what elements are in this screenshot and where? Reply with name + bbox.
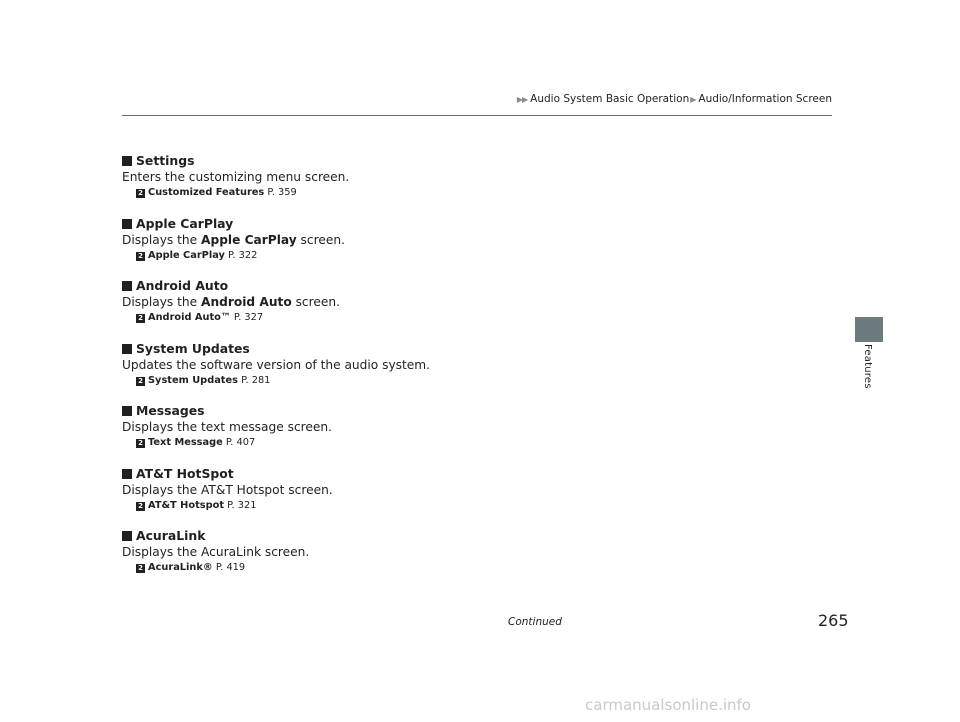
reference-arrow-icon: 2 bbox=[136, 314, 145, 323]
square-bullet-icon bbox=[122, 344, 132, 354]
menu-entry bbox=[122, 340, 722, 403]
continued-label: Continued bbox=[508, 616, 562, 628]
entry-heading: Android Auto bbox=[122, 277, 722, 294]
watermark: carmanualsonline.info bbox=[585, 696, 751, 714]
square-bullet-icon bbox=[122, 531, 132, 541]
square-bullet-icon bbox=[122, 156, 132, 166]
breadcrumb-item[interactable]: Audio/Information Screen bbox=[698, 93, 832, 105]
main-content bbox=[122, 152, 722, 590]
reference-arrow-icon: 2 bbox=[136, 252, 145, 261]
menu-entry bbox=[122, 277, 722, 340]
square-bullet-icon bbox=[122, 281, 132, 291]
entry-heading: AcuraLink bbox=[122, 527, 722, 544]
menu-entry bbox=[122, 527, 722, 590]
entry-description: Updates the software version of the audio system. bbox=[122, 357, 431, 372]
entry-description: Enters the customizing menu screen. bbox=[122, 170, 350, 184]
square-bullet-icon bbox=[122, 406, 132, 416]
reference-arrow-icon: 2 bbox=[136, 377, 145, 386]
entry-heading: System Updates bbox=[122, 340, 722, 357]
header-divider bbox=[122, 115, 832, 116]
reference-arrow-icon: 2 bbox=[136, 502, 145, 511]
cross-reference-link[interactable]: 2 AT&T Hotspot P. 321 bbox=[122, 498, 722, 513]
cross-reference-link[interactable]: 2 Android Auto™ P. 327 bbox=[122, 310, 722, 325]
menu-entry bbox=[122, 152, 722, 215]
page-number: 265 bbox=[818, 611, 849, 630]
entry-description: Displays the Apple CarPlay screen. bbox=[122, 232, 345, 247]
square-bullet-icon bbox=[122, 219, 132, 229]
cross-reference-link[interactable]: 2 AcuraLink® P. 419 bbox=[122, 560, 722, 575]
entry-description: Displays the AT&T Hotspot screen. bbox=[122, 482, 333, 497]
square-bullet-icon bbox=[122, 469, 132, 479]
entry-heading: Messages bbox=[122, 402, 722, 419]
section-label: Features bbox=[862, 344, 873, 389]
double-arrow-icon: ▶▶ bbox=[516, 95, 528, 104]
entry-heading: AT&T HotSpot bbox=[122, 465, 722, 482]
cross-reference-link[interactable]: 2 Customized Features P. 359 bbox=[122, 185, 722, 200]
breadcrumb bbox=[517, 93, 832, 105]
arrow-icon: ▶ bbox=[690, 95, 696, 104]
reference-arrow-icon: 2 bbox=[136, 439, 145, 448]
entry-description: Displays the AcuraLink screen. bbox=[122, 545, 310, 559]
reference-arrow-icon: 2 bbox=[136, 189, 145, 198]
entry-heading: Apple CarPlay bbox=[122, 215, 722, 232]
menu-entry bbox=[122, 465, 722, 528]
breadcrumb-item[interactable]: Audio System Basic Operation bbox=[530, 93, 690, 105]
cross-reference-link[interactable]: 2 Apple CarPlay P. 322 bbox=[122, 248, 722, 263]
entry-description: Displays the Android Auto screen. bbox=[122, 295, 340, 309]
cross-reference-link[interactable]: 2 Text Message P. 407 bbox=[122, 435, 722, 450]
menu-entry bbox=[122, 215, 722, 278]
entry-description: Displays the text message screen. bbox=[122, 420, 332, 434]
menu-entry bbox=[122, 402, 722, 465]
cross-reference-link[interactable]: 2 System Updates P. 281 bbox=[122, 373, 722, 388]
entry-heading: Settings bbox=[122, 152, 722, 169]
section-tab bbox=[855, 317, 883, 342]
reference-arrow-icon: 2 bbox=[136, 564, 145, 573]
